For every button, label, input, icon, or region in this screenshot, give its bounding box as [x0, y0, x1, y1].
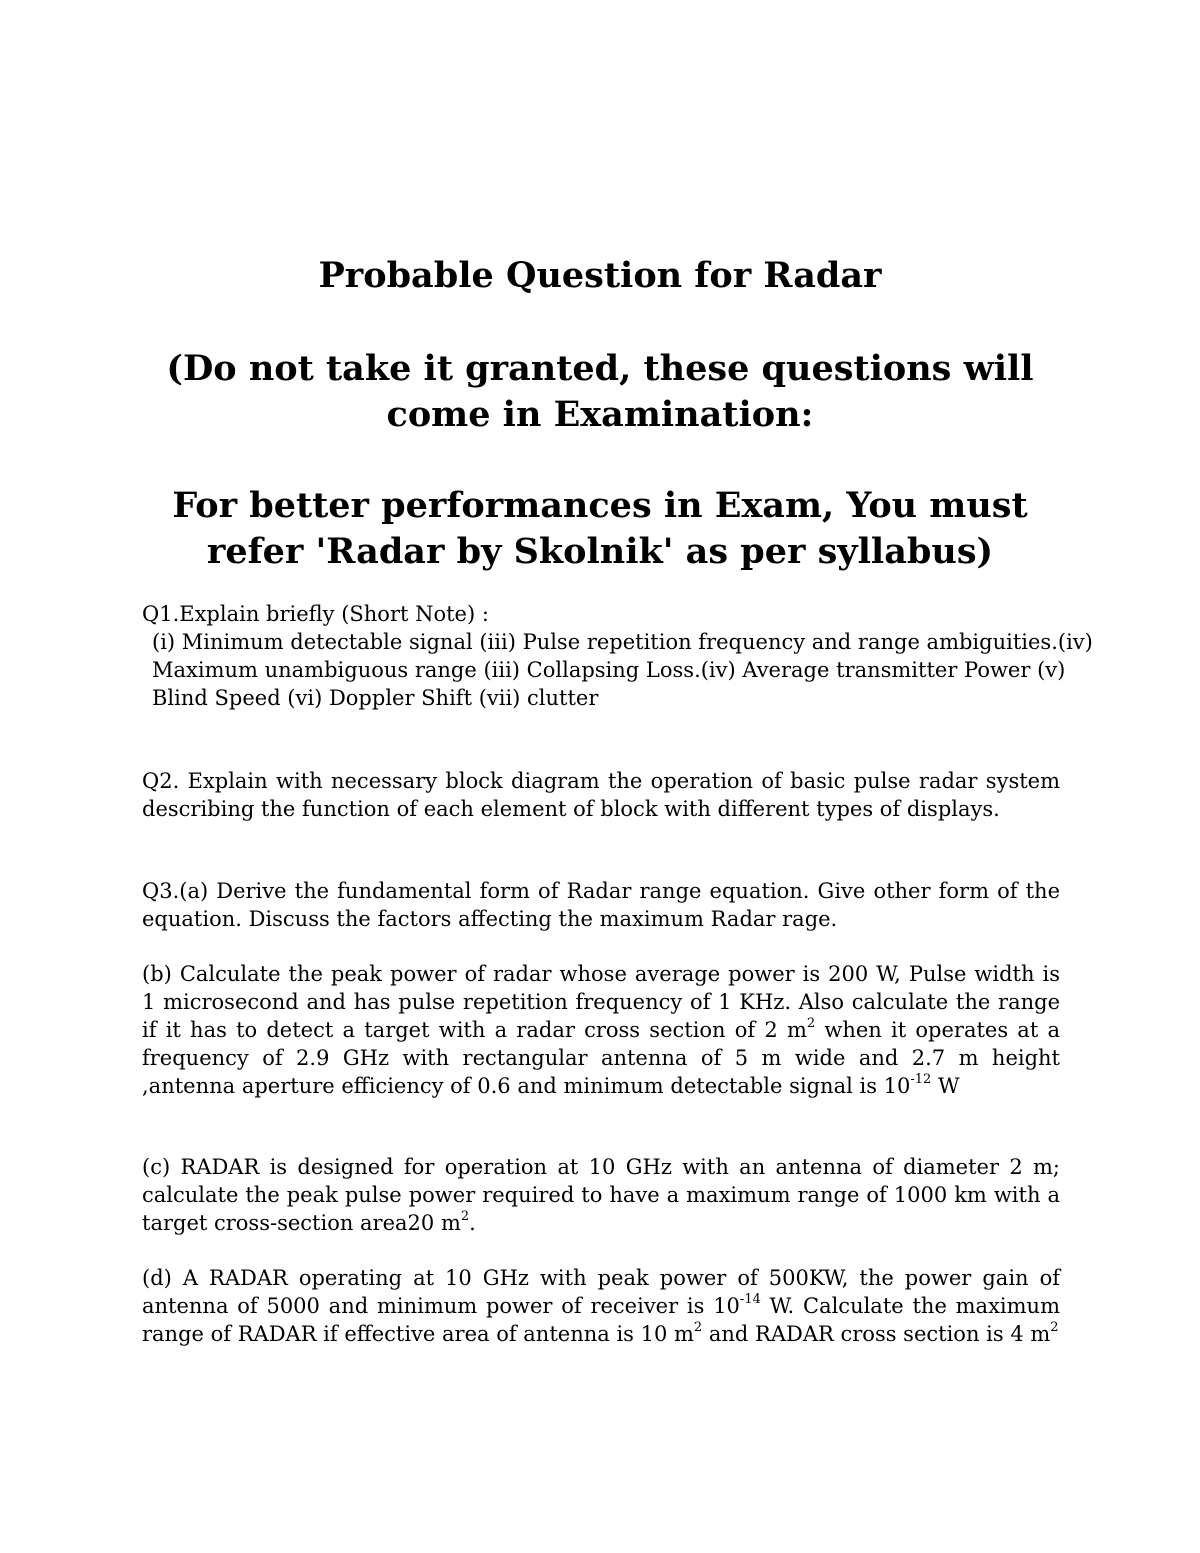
question-3b [142, 960, 1060, 1100]
question-3d-text-3: and RADAR cross section is 4 m [702, 1322, 1051, 1346]
disclaimer-line-2: come in Examination: [386, 394, 814, 435]
question-3d-sup-2: 2 [693, 1320, 703, 1335]
question-3d-text-1: (d) A RADAR operating at 10 GHz with peak power of 500KW, the power gain of antenna of 5000 and minimum power of receiver is 10 [142, 1266, 1060, 1318]
advice-line-2: refer 'Radar by Skolnik' as per syllabus) [206, 531, 994, 572]
question-3b-text-1: (b) Calculate the peak power of radar whose average power is 200 W, Pulse width is 1 microsecond and has pulse repetition frequency of 1 KHz. Also calculate the range if it has to detect a target with a radar cross section of 2 m [142, 962, 1060, 1042]
question-1-line-2: Maximum unambiguous range (iii) Collapsing Loss.(iv) Average transmitter Power (v) [152, 658, 1066, 682]
question-3c [142, 1153, 1060, 1237]
question-3d [142, 1264, 1060, 1348]
question-2: Q2. Explain with necessary block diagram the operation of basic pulse radar system describing the function of each element of block with different types of displays. [142, 769, 1060, 821]
question-3c-text-1: (c) RADAR is designed for operation at 10 GHz with an antenna of diameter 2 m; calculate the peak pulse power required to have a maximum range of 1000 km with a target cross-section area20 m [142, 1155, 1060, 1235]
question-3c-text-2: . [469, 1211, 476, 1235]
question-1-title: Q1.Explain briefly (Short Note) : [142, 602, 489, 626]
advice-line-1: For better performances in Exam, You must [172, 485, 1028, 526]
question-3b-sup-1: 2 [806, 1016, 816, 1031]
question-3d-sup-1: -14 [739, 1292, 761, 1307]
question-3b-sup-2: -12 [910, 1072, 932, 1087]
question-3a: Q3.(a) Derive the fundamental form of Radar range equation. Give other form of the equation. Discuss the factors affecting the maximum Radar rage. [142, 879, 1060, 931]
question-3d-text-2: W. Calculate the maximum range of RADAR if effective area of antenna is 10 m [142, 1294, 1060, 1346]
question-3b-text-3: W [931, 1074, 960, 1098]
question-1-line-3: Blind Speed (vi) Doppler Shift (vii) clutter [152, 686, 599, 710]
question-3d-sup-3: 2 [1050, 1320, 1059, 1335]
page-title: Probable Question for Radar [318, 255, 882, 296]
question-1-items [152, 628, 1152, 712]
question-3b-text-2: when it operates at a frequency of 2.9 GHz with rectangular antenna of 5 m wide and 2.7 m height ,antenna aperture efficiency of 0.6 and minimum detectable signal is 10 [142, 1018, 1060, 1098]
question-1-line-1: (i) Minimum detectable signal (iii) Pulse repetition frequency and range ambiguities.(iv) [152, 630, 1093, 654]
disclaimer-line-1: (Do not take it granted, these questions will [166, 348, 1034, 389]
question-3c-sup-1: 2 [460, 1209, 470, 1224]
